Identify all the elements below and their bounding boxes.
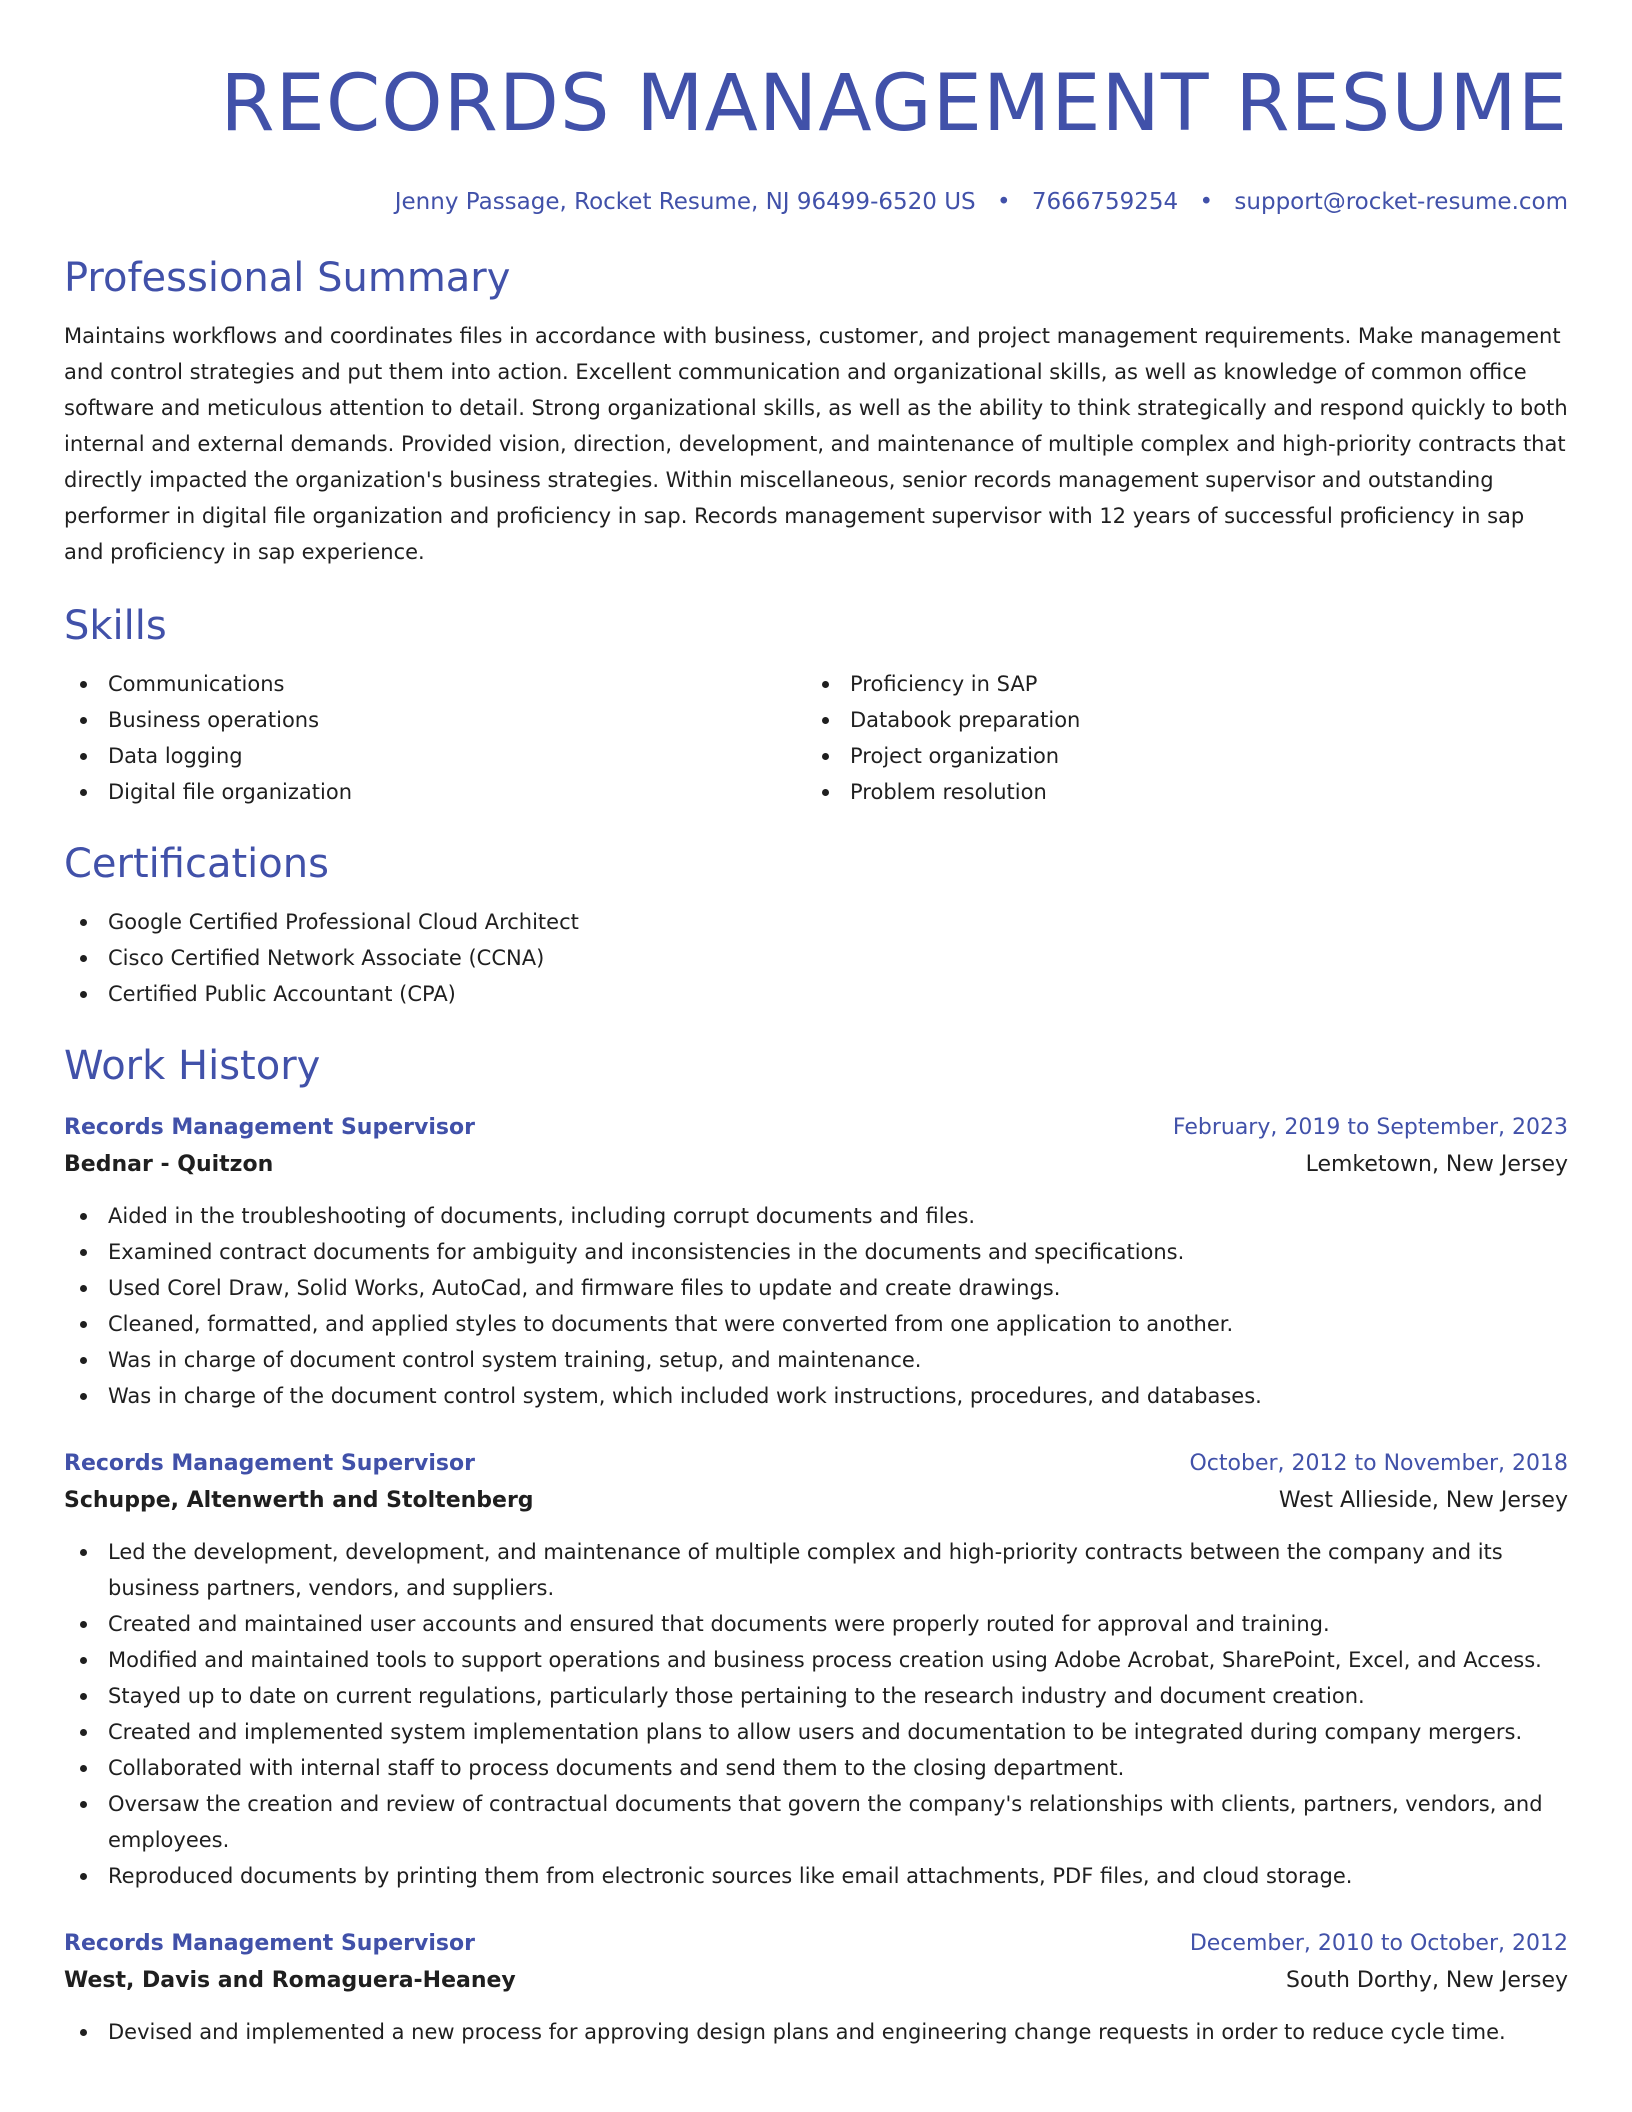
contact-line xyxy=(64,186,1568,218)
job-duty: Aided in the troubleshooting of documents, including corrupt documents and files. xyxy=(64,1198,1568,1234)
skill-item: Proficiency in SAP xyxy=(806,666,1548,702)
certification-item: Cisco Certified Network Associate (CCNA) xyxy=(64,940,1568,976)
job-duty: Reproduced documents by printing them from electronic sources like email attachments, PDF files, and cloud storage. xyxy=(64,1858,1568,1894)
certification-item: Google Certified Professional Cloud Architect xyxy=(64,904,1568,940)
job-duty: Created and maintained user accounts and ensured that documents were properly routed for approval and training. xyxy=(64,1606,1568,1642)
job-header-row xyxy=(64,1926,1568,1962)
work-history-heading: Work History xyxy=(64,1043,321,1089)
job-duty: Created and implemented system implementation plans to allow users and documentation to be integrated during company mergers. xyxy=(64,1714,1568,1750)
summary-heading: Professional Summary xyxy=(64,255,511,301)
resume-title: RECORDS MANAGEMENT RESUME xyxy=(220,59,1568,149)
skill-item: Project organization xyxy=(806,738,1548,774)
summary-text: Maintains workflows and coordinates files in accordance with business, customer, and project management requirements. Make management and control strategies and put them into action. Excellent communication and organizational skills, as well as knowledge of common office software and meticulous attention to detail. Strong organizational skills, as well as the ability to think strategically and respond quickly to both internal and external demands. Provided vision, direction, development, and maintenance of multiple complex and high-priority contracts that directly impacted the organization's business strategies. Within miscellaneous, senior records management supervisor and outstanding performer in digital file organization and proficiency in sap. Records management supervisor with 12 years of successful proficiency in sap and proficiency in sap experience. xyxy=(64,324,1568,564)
job-duty: Led the development, development, and maintenance of multiple complex and high-priority contracts between the company and its business partners, vendors, and suppliers. xyxy=(64,1534,1568,1606)
job-header-row xyxy=(64,1446,1568,1482)
skill-item: Data logging xyxy=(64,738,806,774)
job-duty: Modified and maintained tools to support operations and business process creation using Adobe Acrobat, SharePoint, Excel, and Access. xyxy=(64,1642,1568,1678)
job-company: Bednar - Quitzon xyxy=(64,1152,274,1177)
work-history-section xyxy=(64,1040,1568,2050)
summary-section xyxy=(64,252,1568,570)
job-duty: Was in charge of the document control system, which included work instructions, procedures, and databases. xyxy=(64,1378,1568,1414)
skill-item: Business operations xyxy=(64,702,806,738)
certifications-list xyxy=(64,904,1568,1012)
job-duty: Devised and implemented a new process for approving design plans and engineering change requests in order to reduce cycle time. xyxy=(64,2014,1568,2050)
skills-grid xyxy=(64,666,1568,810)
contact-email: support@rocket-resume.com xyxy=(1234,189,1568,215)
job-duties-list xyxy=(64,1534,1568,1894)
skill-item: Communications xyxy=(64,666,806,702)
job-title: Records Management Supervisor xyxy=(64,1115,475,1140)
skills-heading: Skills xyxy=(64,603,167,649)
job-company: West, Davis and Romaguera-Heaney xyxy=(64,1968,516,1993)
job-duties-list xyxy=(64,1198,1568,1414)
job-duty: Oversaw the creation and review of contractual documents that govern the company's relationships with clients, partners, vendors, and employees. xyxy=(64,1786,1568,1858)
job-duty: Cleaned, formatted, and applied styles to documents that were converted from one application to another. xyxy=(64,1306,1568,1342)
job-dates: December, 2010 to October, 2012 xyxy=(1189,1931,1568,1956)
job-entry xyxy=(64,1926,1568,2050)
job-header-row xyxy=(64,1110,1568,1146)
certifications-section xyxy=(64,838,1568,1012)
job-duty: Examined contract documents for ambiguity and inconsistencies in the documents and specifications. xyxy=(64,1234,1568,1270)
contact-separator: • xyxy=(996,189,1011,215)
job-location: South Dorthy, New Jersey xyxy=(1285,1968,1568,1993)
job-dates: February, 2019 to September, 2023 xyxy=(1172,1115,1568,1140)
job-location: Lemketown, New Jersey xyxy=(1305,1152,1568,1177)
job-duty: Collaborated with internal staff to process documents and send them to the closing department. xyxy=(64,1750,1568,1786)
job-dates: October, 2012 to November, 2018 xyxy=(1189,1451,1568,1476)
job-title: Records Management Supervisor xyxy=(64,1931,475,1956)
skills-section xyxy=(64,600,1568,810)
contact-phone: 7666759254 xyxy=(1031,189,1179,215)
job-duty: Was in charge of document control system training, setup, and maintenance. xyxy=(64,1342,1568,1378)
job-location: West Allieside, New Jersey xyxy=(1278,1488,1568,1513)
skill-item: Digital file organization xyxy=(64,774,806,810)
job-duties-list xyxy=(64,2014,1568,2050)
job-company-row xyxy=(64,1482,1568,1520)
contact-address: Jenny Passage, Rocket Resume, NJ 96499-6520 US xyxy=(394,189,976,215)
skills-column-left xyxy=(64,666,806,810)
skill-item: Problem resolution xyxy=(806,774,1548,810)
skills-column-right xyxy=(806,666,1548,810)
job-entry xyxy=(64,1446,1568,1894)
certifications-heading: Certifications xyxy=(64,841,329,887)
job-company-row xyxy=(64,1962,1568,2000)
contact-separator: • xyxy=(1199,189,1214,215)
job-company-row xyxy=(64,1146,1568,1184)
job-duty: Stayed up to date on current regulations, particularly those pertaining to the research industry and document creation. xyxy=(64,1678,1568,1714)
job-entry xyxy=(64,1110,1568,1414)
job-title: Records Management Supervisor xyxy=(64,1451,475,1476)
certification-item: Certified Public Accountant (CPA) xyxy=(64,976,1568,1012)
skill-item: Databook preparation xyxy=(806,702,1548,738)
job-company: Schuppe, Altenwerth and Stoltenberg xyxy=(64,1488,534,1513)
job-duty: Used Corel Draw, Solid Works, AutoCad, and firmware files to update and create drawings. xyxy=(64,1270,1568,1306)
